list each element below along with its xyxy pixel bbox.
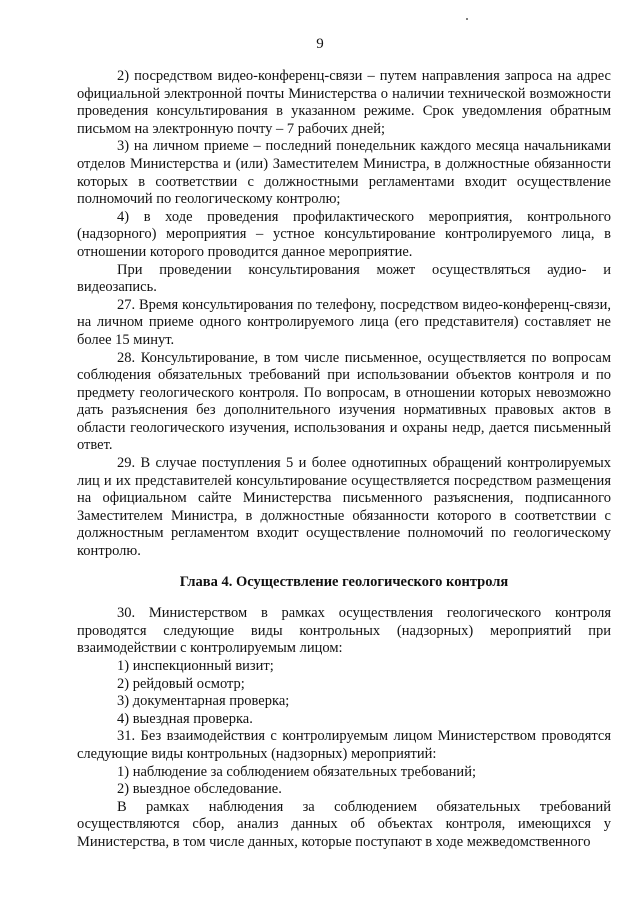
paragraph: 29. В случае поступления 5 и более однотипных обращений контролируемых лиц и их представителей консультирование осуществляется посредством размещения на официальном сайте Министерства письменного разъяснения, подписанного Заместителем Министра, в должностные обязанности которого в соответствии с должностным регламентом входит осуществление полномочий по геологическому контролю. bbox=[77, 455, 611, 560]
list-item: 1) наблюдение за соблюдением обязательных требований; bbox=[117, 763, 476, 780]
paragraph: 28. Консультирование, в том числе письменное, осуществляется по вопросам соблюдения обязательных требований при использовании объектов контроля и по предмету геологического контроля. По вопросам, в отношении которых невозможно дать разъяснения без дополнительного изучения нормативных правовых актов в области геологического изучения, использования и охраны недр, дается письменный ответ. bbox=[77, 349, 611, 454]
paragraph: 3) на личном приеме – последний понедельник каждого месяца начальниками отделов Министерства и (или) Заместителем Министра, в должностные обязанности которых в соответствии с должностными регламентами входит осуществление полномочий по геологическому контролю; bbox=[77, 138, 611, 208]
list-item: 2) рейдовый осмотр; bbox=[117, 675, 245, 692]
page-number: 9 bbox=[316, 36, 324, 52]
list-item: 2) выездное обследование. bbox=[117, 781, 282, 798]
paragraph: 4) в ходе проведения профилактического мероприятия, контрольного (надзорного) мероприятия – устное консультирование контролируемого лица, в отношении которого проводится данное мероприятие. bbox=[77, 208, 611, 260]
paragraph: При проведении консультирования может осуществляться аудио- и видеозапись. bbox=[77, 261, 611, 296]
list-item: 4) выездная проверка. bbox=[117, 710, 253, 727]
list-item: 1) инспекционный визит; bbox=[117, 658, 274, 674]
paragraph: 27. Время консультирования по телефону, посредством видео-конференц-связи, на личном приеме одного контролируемого лица (его представителя) составляет не более 15 минут. bbox=[77, 296, 611, 348]
scan-speck bbox=[466, 18, 468, 20]
paragraph: 30. Министерством в рамках осуществления геологического контроля проводятся следующие виды контрольных (надзорных) мероприятий при взаимодействии с контролируемым лицом: bbox=[77, 605, 611, 657]
document-body bbox=[77, 68, 611, 852]
paragraph: 31. Без взаимодействия с контролируемым лицом Министерством проводятся следующие виды контрольных (надзорных) мероприятий: bbox=[77, 728, 611, 762]
paragraph: 2) посредством видео-конференц-связи – путем направления запроса на адрес официальной электронной почты Министерства о наличии технической возможности проведения консультирования в указанном режиме. Срок уведомления обратным письмом на электронную почту – 7 рабочих дней; bbox=[77, 68, 611, 137]
list-item: 3) документарная проверка; bbox=[117, 693, 290, 710]
chapter-heading: Глава 4. Осуществление геологического контроля bbox=[179, 573, 509, 590]
paragraph: В рамках наблюдения за соблюдением обязательных требований осуществляются сбор, анализ данных об объектах контроля, имеющихся у Министерства, в том числе данных, которые поступают в ходе межведомственного bbox=[77, 798, 611, 850]
